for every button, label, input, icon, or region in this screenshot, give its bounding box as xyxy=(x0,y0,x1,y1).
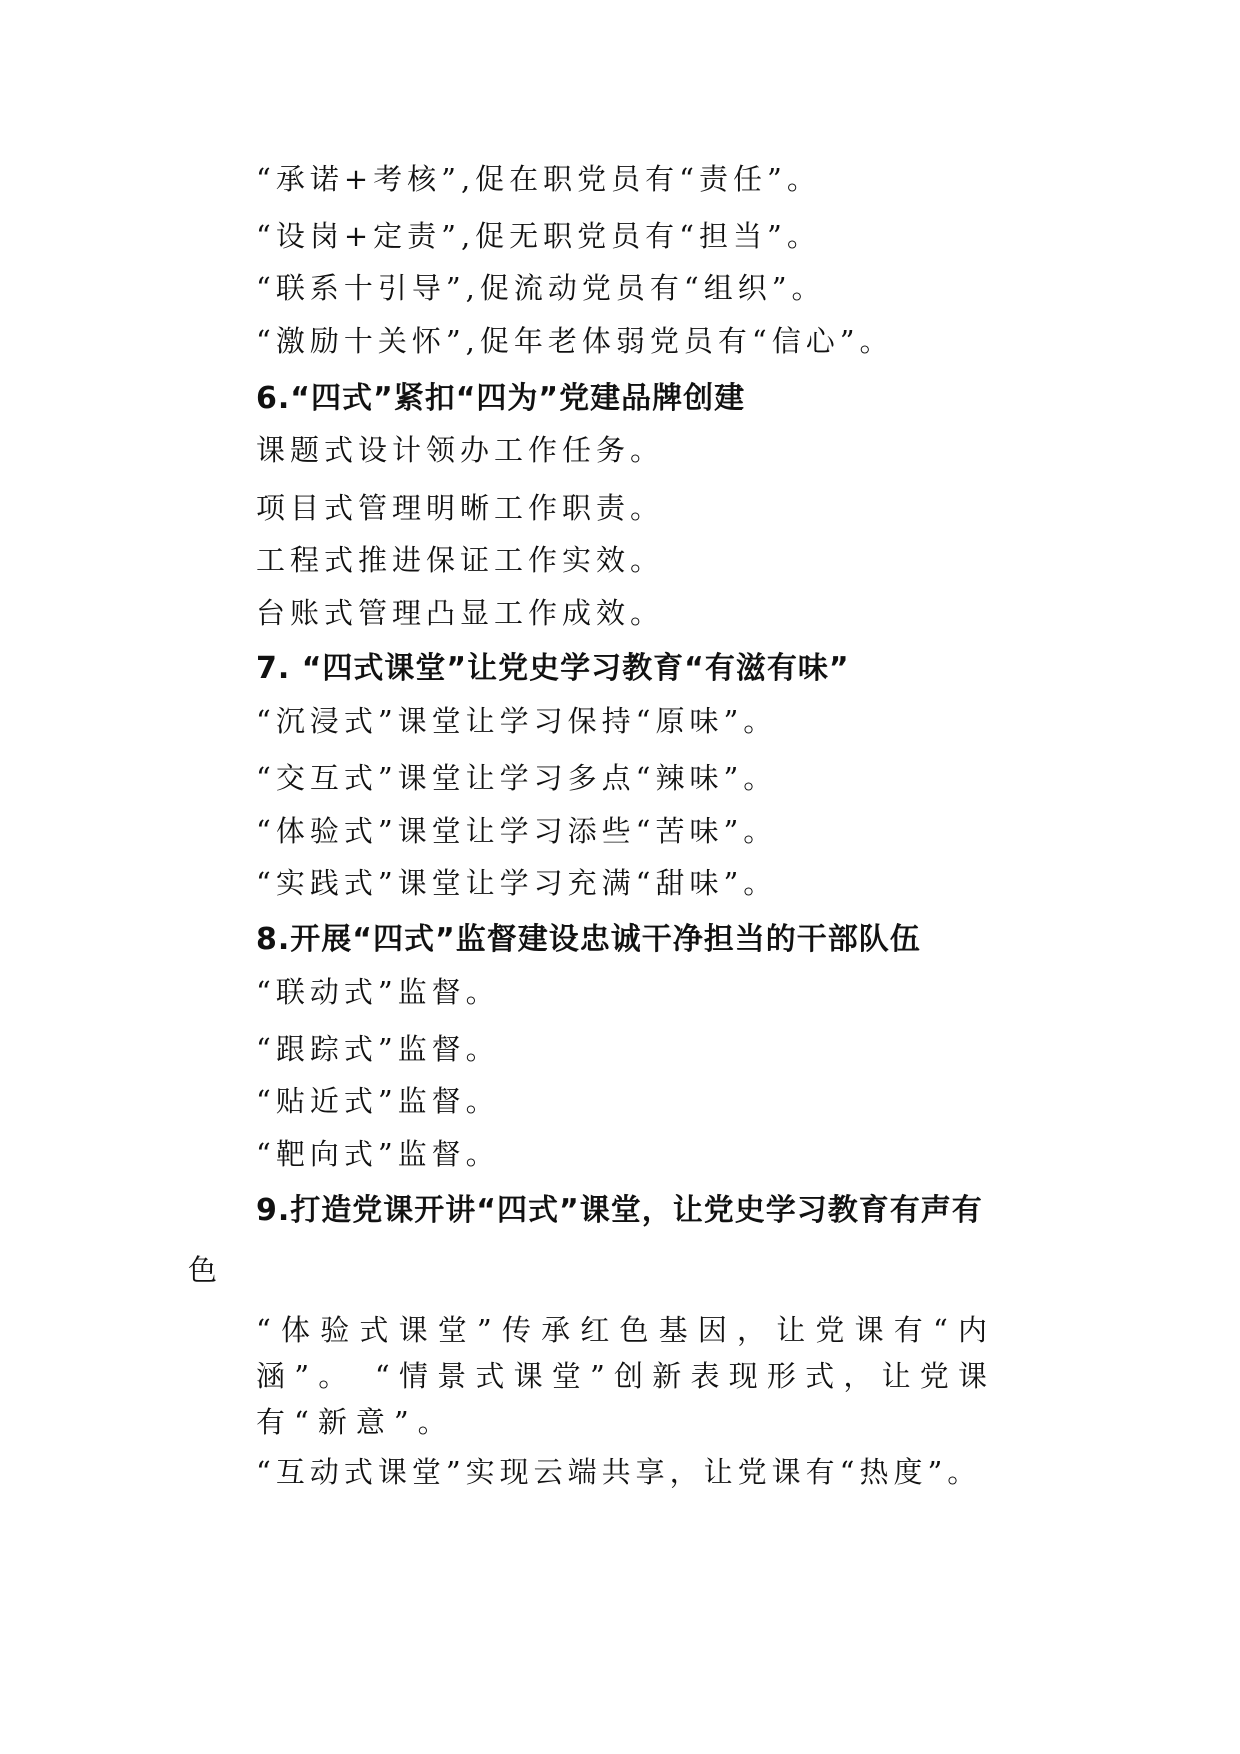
list-item: “体验式”课堂让学习添些“苦味”。 xyxy=(256,814,778,848)
list-item: “跟踪式”监督。 xyxy=(256,1032,500,1066)
list-item: 项目式管理明晰工作职责。 xyxy=(256,491,665,525)
list-item: “设岗+定责”,促无职党员有“担当”。 xyxy=(256,219,821,253)
section-heading: 6.“四式”紧扣“四为”党建品牌创建 xyxy=(256,381,746,416)
section-heading: 8.开展“四式”监督建设忠诚干净担当的干部队伍 xyxy=(256,922,921,957)
section-heading: 9.打造党课开讲“四式”课堂，让党史学习教育有声有 xyxy=(256,1193,983,1228)
list-item: “贴近式”监督。 xyxy=(256,1084,500,1118)
list-item: 台账式管理凸显工作成效。 xyxy=(256,596,665,630)
list-item: “激励十关怀”,促年老体弱党员有“信心”。 xyxy=(256,324,894,358)
list-item: “联动式”监督。 xyxy=(256,975,500,1009)
list-item: “沉浸式”课堂让学习保持“原味”。 xyxy=(256,704,778,738)
paragraph: “体验式课堂”传承红色基因，让党课有“内涵”。 “情景式课堂”创新表现形式，让党课有“新意”。 xyxy=(256,1313,996,1439)
section-heading-continuation: 色 xyxy=(188,1253,223,1287)
list-item: “交互式”课堂让学习多点“辣味”。 xyxy=(256,761,778,795)
list-item: 工程式推进保证工作实效。 xyxy=(256,543,665,577)
list-item: “互动式课堂”实现云端共享，让党课有“热度”。 xyxy=(256,1455,982,1489)
list-item: “实践式”课堂让学习充满“甜味”。 xyxy=(256,866,778,900)
section-heading: 7. “四式课堂”让党史学习教育“有滋有味” xyxy=(256,651,850,686)
list-item: “承诺+考核”,促在职党员有“责任”。 xyxy=(256,162,821,196)
list-item: “靶向式”监督。 xyxy=(256,1137,500,1171)
list-item: “联系十引导”,促流动党员有“组织”。 xyxy=(256,271,826,305)
list-item: 课题式设计领办工作任务。 xyxy=(256,433,665,467)
